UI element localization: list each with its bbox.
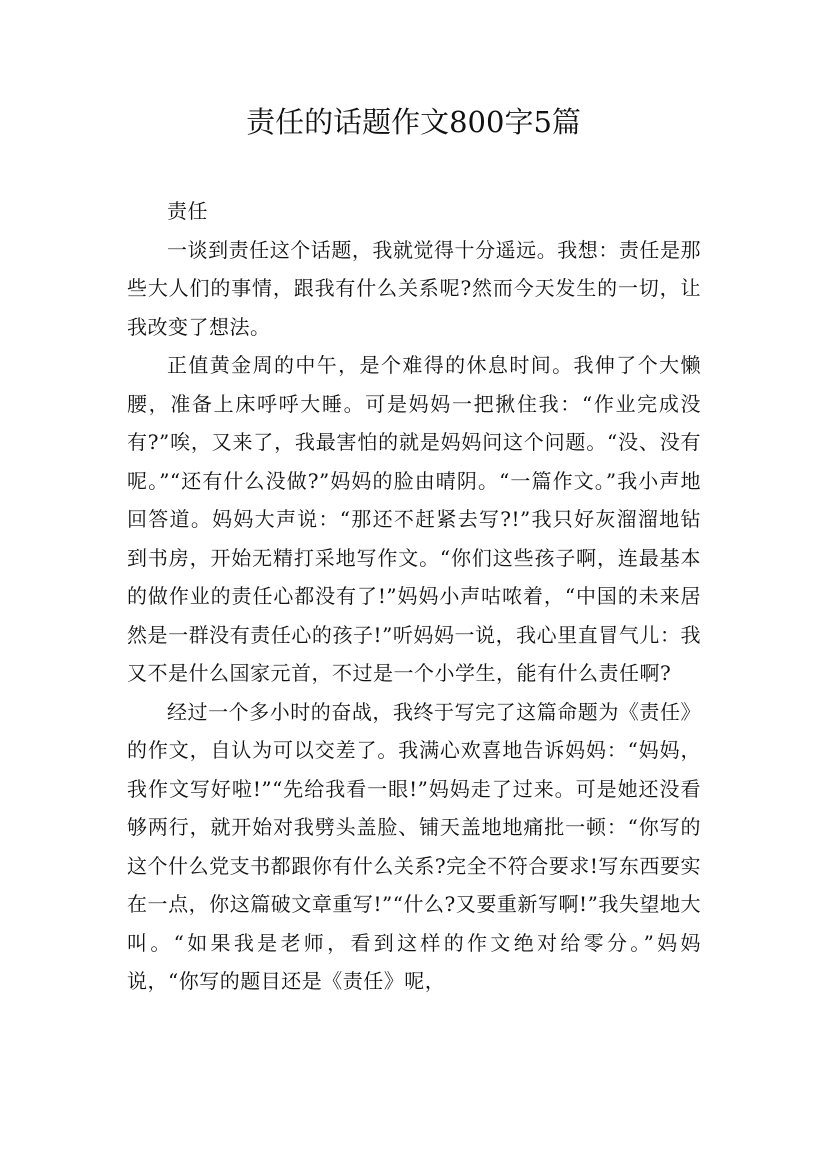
paragraph: 经过一个多小时的奋战，我终于写完了这篇命题为《责任》的作文，自认为可以交差了。我满心欢喜地告诉妈妈：“妈妈，我作文写好啦!”“先给我看一眼!”妈妈走了过来。可是她还没看够两行，就开始对我劈头盖脸、铺天盖地地痛批一顿：“你写的这个什么党支书都跟你有什么关系?完全不符合要求!写东西要实在一点，你这篇破文章重写!”“什么?又要重新写啊!”我失望地大叫。“如果我是老师，看到这样的作文绝对给零分。”妈妈说，“你写的题目还是《责任》呢， (127, 699, 701, 993)
document-body (127, 192, 701, 1001)
subtitle-paragraph: 责任 (167, 199, 208, 223)
paragraph: 一谈到责任这个话题，我就觉得十分遥远。我想：责任是那些大人们的事情，跟我有什么关系呢?然而今天发生的一切，让我改变了想法。 (127, 237, 701, 339)
paragraph: 正值黄金周的中午，是个难得的休息时间。我伸了个大懒腰，准备上床呼呼大睡。可是妈妈一把揪住我：“作业完成没有?”唉，又来了，我最害怕的就是妈妈问这个问题。“没、没有呢。”“还有什么没做?”妈妈的脸由晴阴。“一篇作文。”我小声地回答道。妈妈大声说：“那还不赶紧去写?!”我只好灰溜溜地钻到书房，开始无精打采地写作文。“你们这些孩子啊，连最基本的做作业的责任心都没有了!”妈妈小声咕哝着，“中国的未来居然是一群没有责任心的孩子!”听妈妈一说，我心里直冒气儿：我又不是什么国家元首，不过是一个小学生，能有什么责任啊? (127, 353, 701, 685)
document-title: 责任的话题作文800字5篇 (246, 105, 581, 139)
